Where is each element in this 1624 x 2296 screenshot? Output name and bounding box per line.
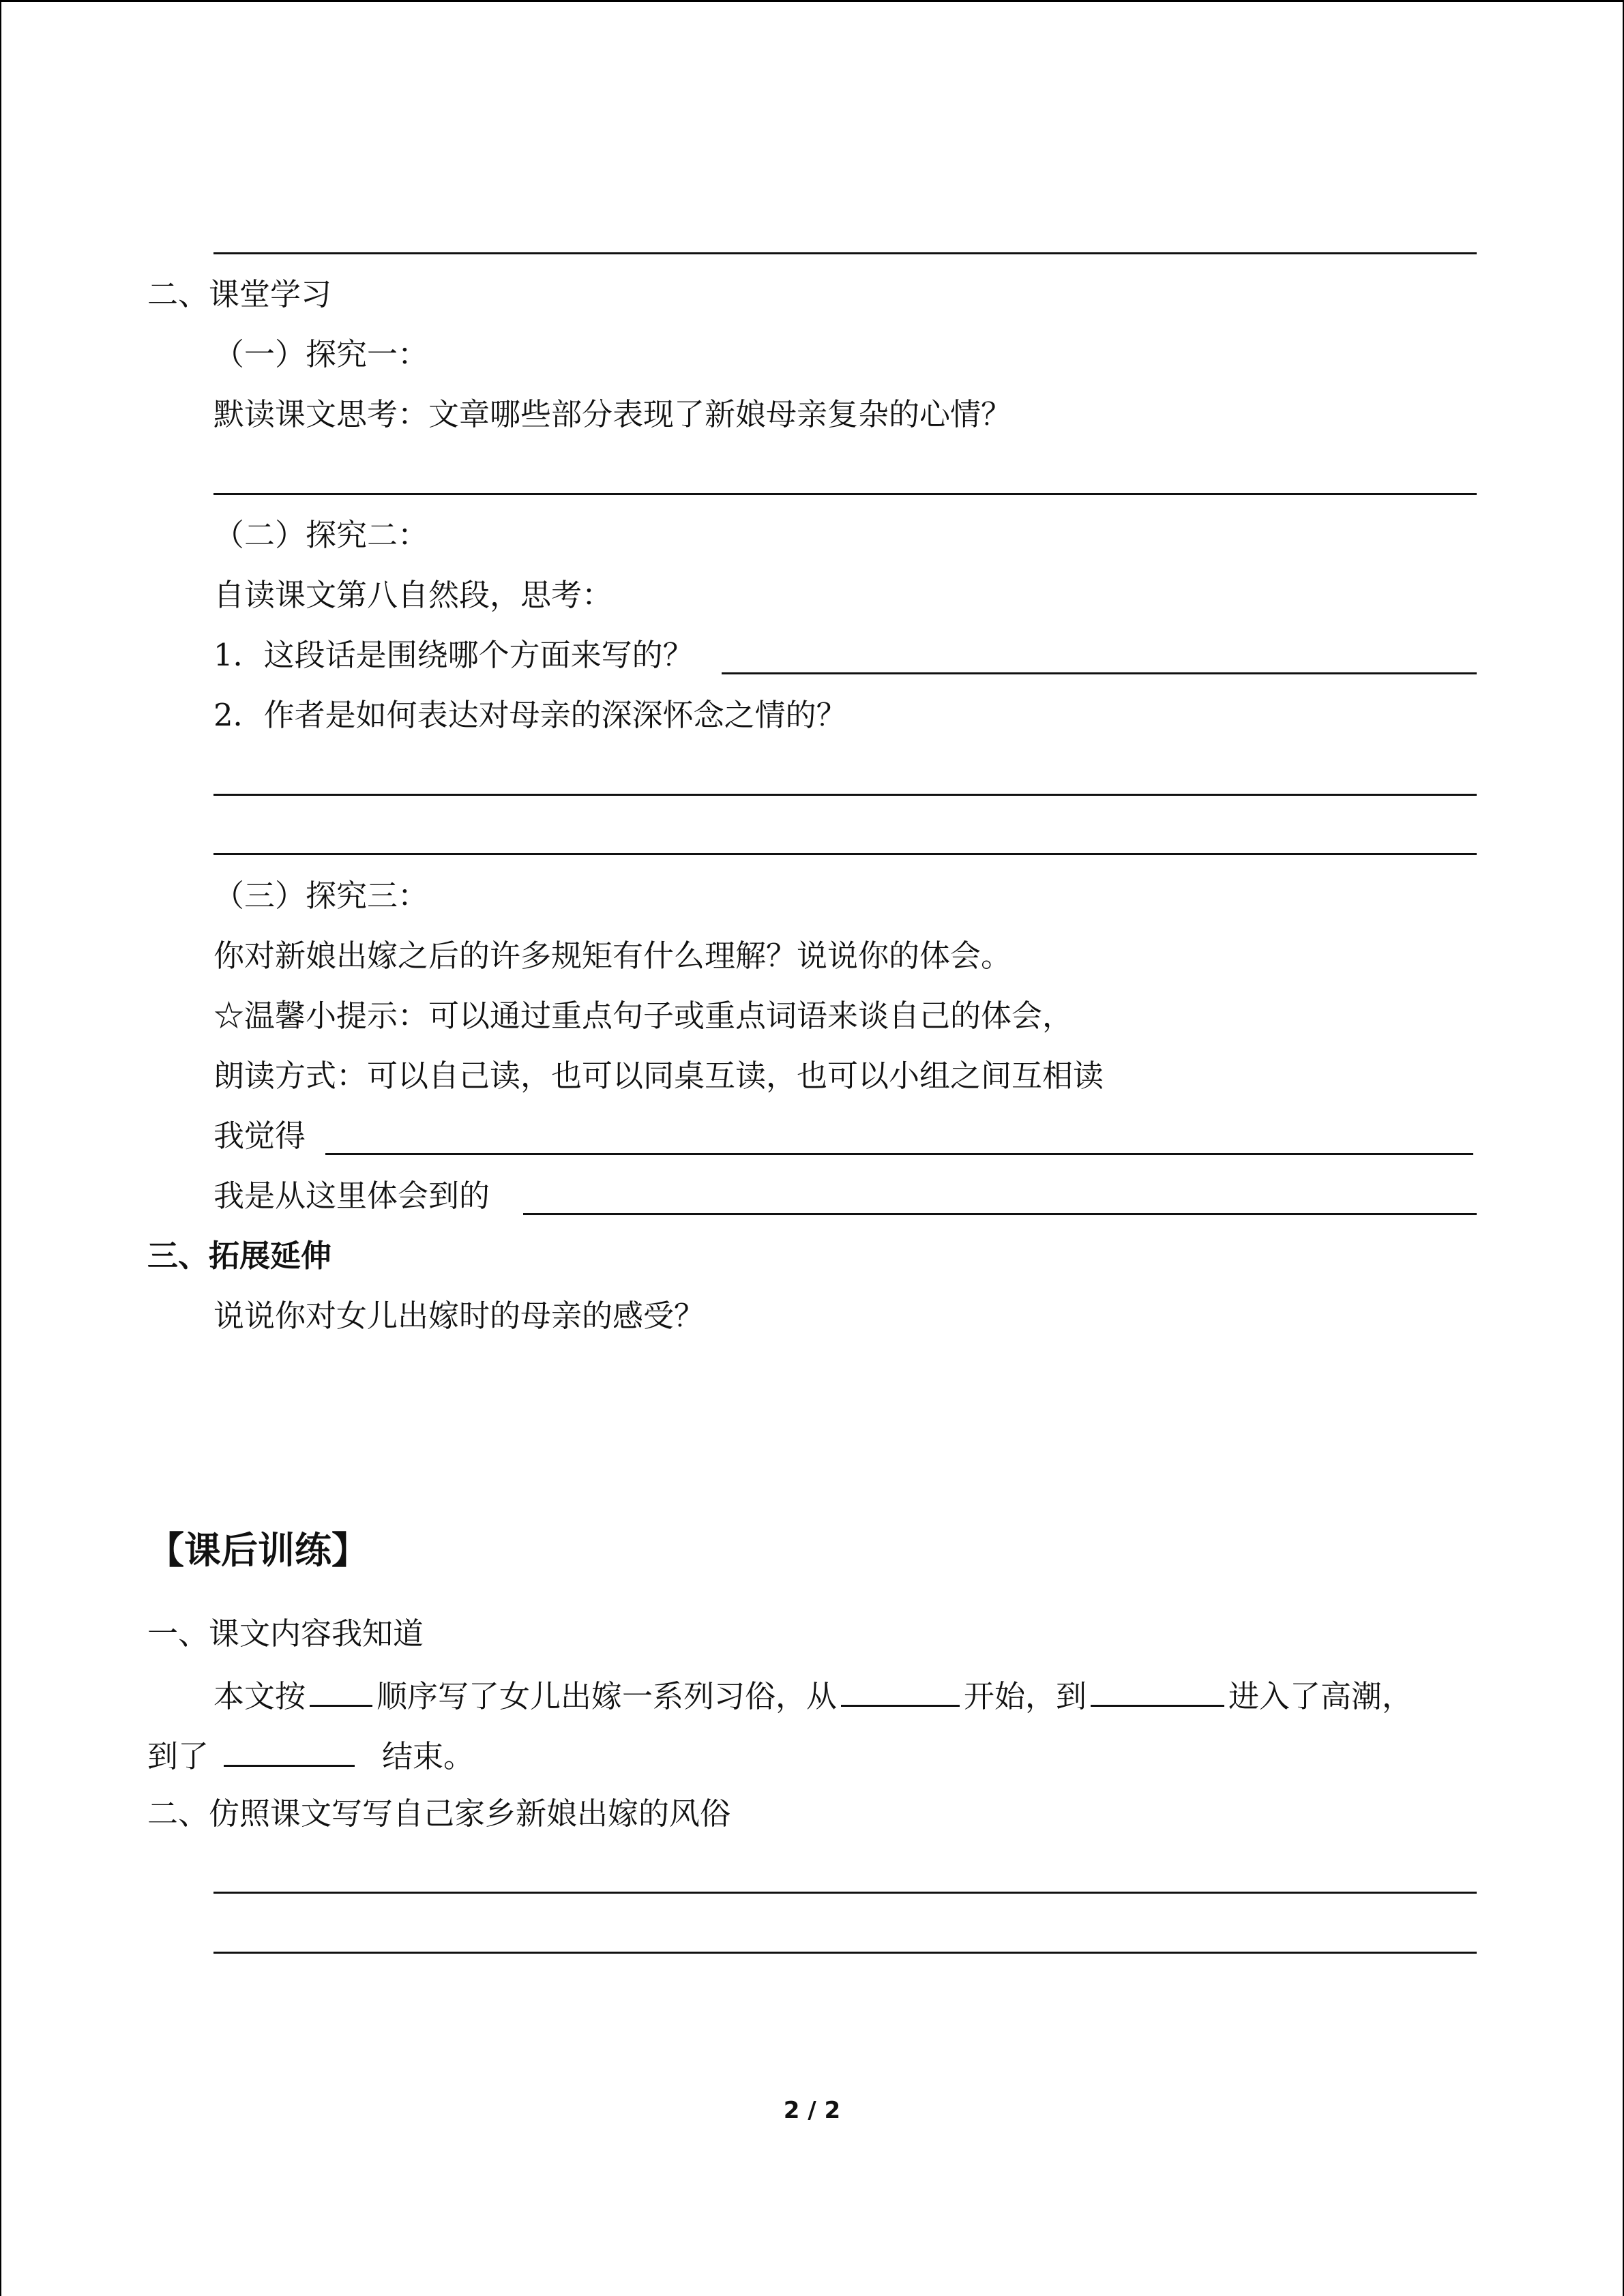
fill-blank-climax[interactable] (1091, 1673, 1224, 1707)
answer-line[interactable] (722, 672, 1477, 674)
after-class-section-2-heading: 二、仿照课文写写自己家乡新娘出嫁的风俗 (147, 1795, 731, 1832)
fill-text-f: 结束。 (382, 1738, 475, 1774)
fill-text-e: 到了 (147, 1738, 209, 1774)
after-class-heading: 【课后训练】 (147, 1528, 368, 1572)
answer-line[interactable] (213, 252, 1477, 254)
page-number: 2 / 2 (783, 2097, 841, 2124)
answer-line[interactable] (213, 1892, 1477, 1894)
inquiry-1-label: （一）探究一： (213, 336, 429, 372)
section-heading-class-study: 二、课堂学习 (147, 276, 332, 312)
inquiry-3-label: （三）探究三： (213, 878, 429, 914)
answer-line[interactable] (523, 1213, 1477, 1215)
inquiry-2-q2: 2．作者是如何表达对母亲的深深怀念之情的？ (213, 697, 847, 733)
fill-text-d: 进入了高潮， (1228, 1678, 1413, 1714)
fill-blank-start[interactable] (841, 1673, 960, 1707)
answer-line[interactable] (213, 794, 1477, 796)
prompt-i-feel: 我觉得 (213, 1118, 306, 1154)
answer-line[interactable] (325, 1153, 1473, 1155)
extension-question: 说说你对女儿出嫁时的母亲的感受？ (213, 1298, 705, 1334)
inquiry-3-reading-mode: 朗读方式：可以自己读，也可以同桌互读，也可以小组之间互相读 (213, 1058, 1104, 1094)
section-heading-extension: 三、拓展延伸 (147, 1238, 332, 1274)
answer-line[interactable] (213, 1952, 1477, 1954)
fill-text-a: 本文按 (213, 1678, 306, 1714)
fill-text-b: 顺序写了女儿出嫁一系列习俗，从 (377, 1678, 838, 1714)
inquiry-2-label: （二）探究二： (213, 517, 429, 553)
inquiry-2-q1: 1．这段话是围绕哪个方面来写的？ (213, 637, 694, 673)
inquiry-3-tip: ☆温馨小提示：可以通过重点句子或重点词语来谈自己的体会， (213, 998, 1074, 1034)
prompt-source: 我是从这里体会到的 (213, 1178, 490, 1214)
inquiry-1-question: 默读课文思考：文章哪些部分表现了新娘母亲复杂的心情？ (213, 396, 1012, 432)
fill-in-sentence (213, 1673, 1413, 1717)
fill-text-c: 开始，到 (964, 1678, 1087, 1714)
answer-line[interactable] (213, 853, 1477, 855)
fill-in-sentence-line-2 (147, 1733, 474, 1777)
inquiry-3-question: 你对新娘出嫁之后的许多规矩有什么理解？说说你的体会。 (213, 938, 1012, 974)
answer-line[interactable] (213, 493, 1477, 495)
inquiry-2-intro: 自读课文第八自然段，思考： (213, 577, 613, 613)
after-class-section-1-heading: 一、课文内容我知道 (147, 1615, 424, 1652)
fill-blank-order[interactable] (310, 1673, 372, 1707)
fill-blank-end[interactable] (224, 1733, 355, 1767)
